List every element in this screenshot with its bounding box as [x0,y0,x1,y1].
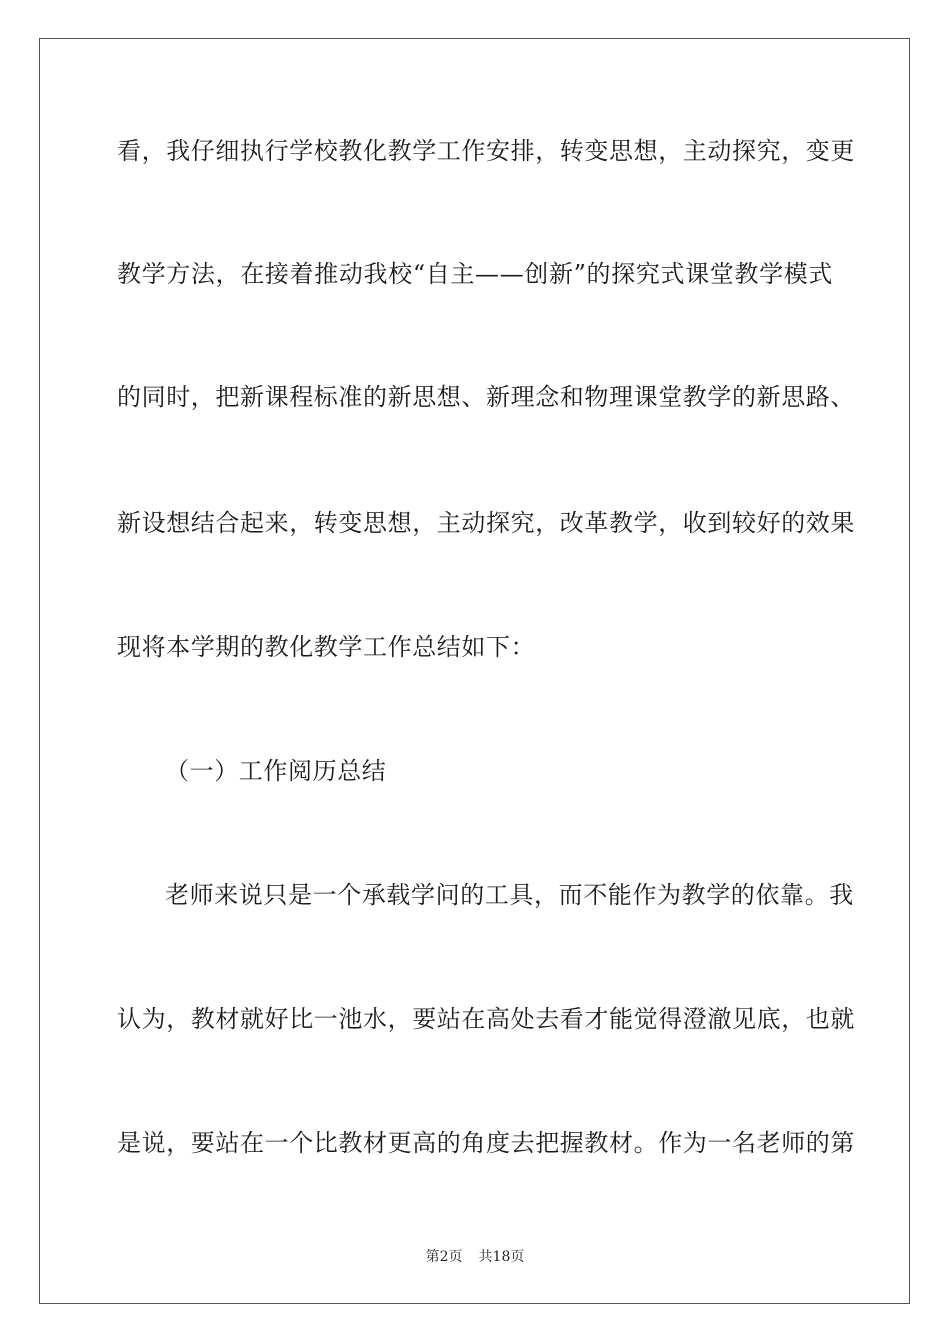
page-number: 第2页 [425,1249,463,1265]
body-text-line-1: 看，我仔细执行学校教化教学工作安排，转变思想，主动探究，变更 [117,137,855,165]
body-text-line-8: 是说，要站在一个比教材更高的角度去把握教材。作为一名老师的第 [117,1129,855,1157]
body-text-line-3: 的同时，把新课程标准的新思想、新理念和物理课堂教学的新思路、 [117,383,855,411]
body-text-line-6: 老师来说只是一个承载学问的工具，而不能作为教学的依靠。我 [165,881,854,909]
page-total: 共18页 [478,1249,525,1265]
body-text-line-4: 新设想结合起来，转变思想，主动探究，改革教学，收到较好的效果 [117,509,855,537]
section-heading: （一）工作阅历总结 [165,757,387,785]
body-text-line-5: 现将本学期的教化教学工作总结如下： [117,633,536,661]
page-footer [0,1248,950,1266]
body-text-line-7: 认为，教材就好比一池水，要站在高处去看才能觉得澄澈见底，也就 [117,1005,855,1033]
body-text-line-2: 教学方法，在接着推动我校“自主——创新”的探究式课堂教学模式 [117,260,833,288]
page-border [39,38,910,1304]
